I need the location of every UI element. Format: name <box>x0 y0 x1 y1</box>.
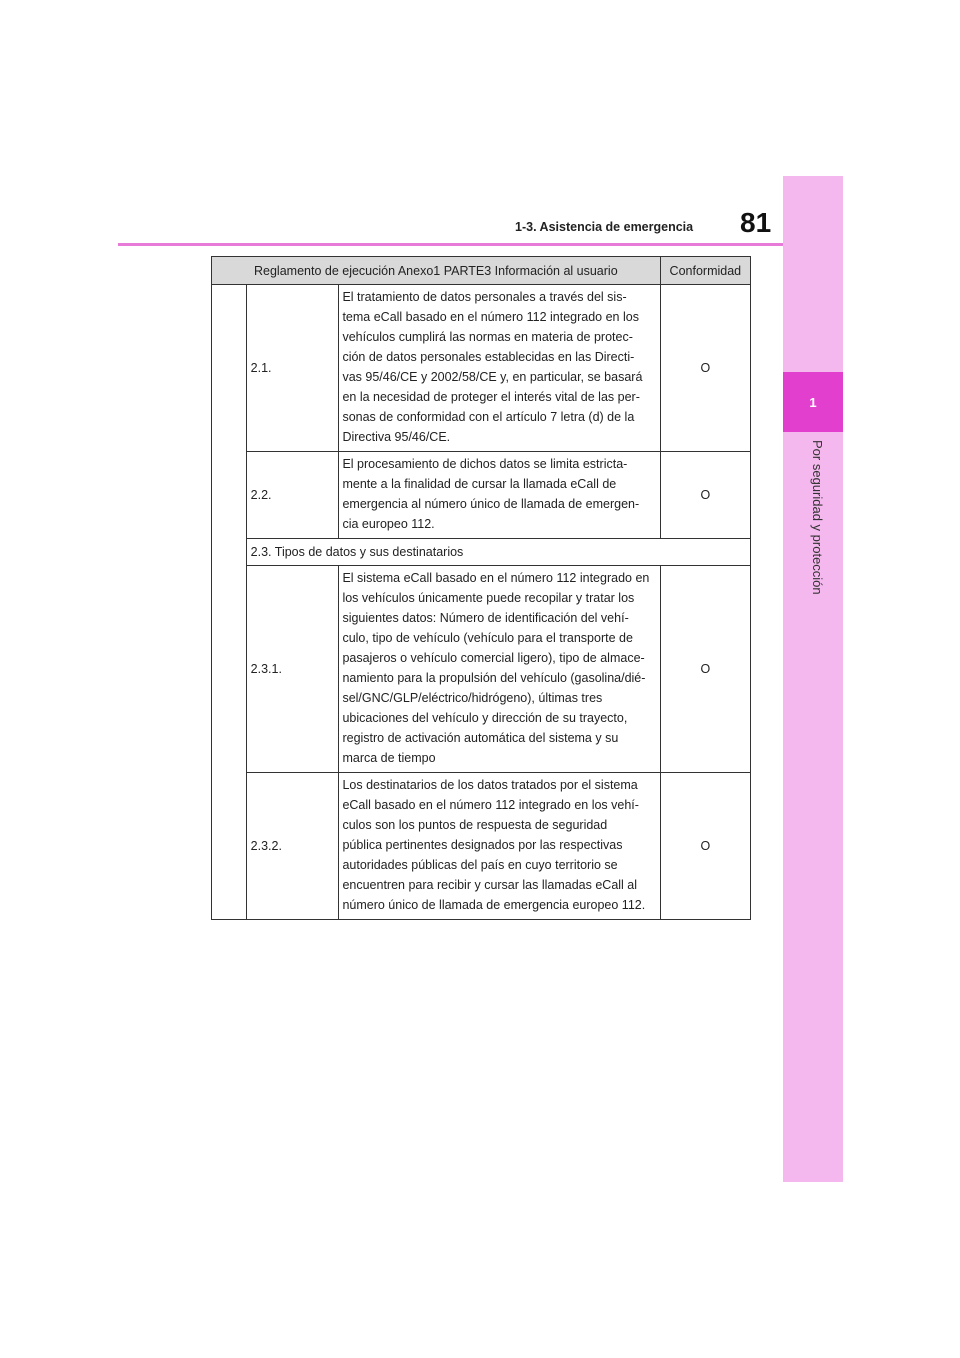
table-row <box>212 773 751 920</box>
text-line: Directiva 95/46/CE. <box>342 430 451 444</box>
text-line: registro de activación automática del sistema y su <box>342 731 619 745</box>
text-line: los vehículos únicamente puede recopilar y tratar los <box>342 591 635 605</box>
row-text <box>339 773 660 920</box>
text-line: siguientes datos: Número de identificación del vehí- <box>342 611 629 625</box>
table-header-regulation: Reglamento de ejecución Anexo1 PARTE3 Información al usuario <box>212 257 661 285</box>
row-conformity: O <box>660 566 750 773</box>
text-line: El sistema eCall basado en el número 112 integrado en <box>342 571 650 585</box>
text-line: marca de tiempo <box>342 751 436 765</box>
text-line: sonas de conformidad con el artículo 7 letra (d) de la <box>342 410 635 424</box>
table-header-conformity: Conformidad <box>660 257 750 285</box>
text-line: número único de llamada de emergencia europeo 112. <box>342 898 646 912</box>
row-number: 2.1. <box>246 285 339 452</box>
text-line: ubicaciones del vehículo y dirección de su trayecto, <box>342 711 628 725</box>
chapter-side-tab <box>783 176 843 1182</box>
text-line: vas 95/46/CE y 2002/58/CE y, en particular, se basará <box>342 370 643 384</box>
table-header-row <box>212 257 751 285</box>
text-line: en la necesidad de proteger el interés vital de las per- <box>342 390 640 404</box>
row-conformity: O <box>660 452 750 539</box>
text-line: namiento para la propulsión del vehículo (gasolina/dié- <box>342 671 646 685</box>
row-text <box>339 285 660 452</box>
regulation-table <box>211 256 751 920</box>
table-row <box>212 285 751 452</box>
text-line: tema eCall basado en el número 112 integrado en los <box>342 310 639 324</box>
text-line: eCall basado en el número 112 integrado en los vehí- <box>342 798 639 812</box>
indent-cell <box>212 285 247 920</box>
text-line: sel/GNC/GLP/eléctrico/hidrógeno), últimas tres <box>342 691 603 705</box>
chapter-label: Por seguridad y protección <box>810 440 825 595</box>
row-number: 2.3.1. <box>246 566 339 773</box>
row-conformity: O <box>660 773 750 920</box>
text-line: pasajeros o vehículo comercial ligero), tipo de almace- <box>342 651 645 665</box>
text-line: El procesamiento de dichos datos se limita estricta- <box>342 457 628 471</box>
table-row <box>212 452 751 539</box>
section-title: 1-3. Asistencia de emergencia <box>515 220 694 234</box>
text-line: culo, tipo de vehículo (vehículo para el transporte de <box>342 631 633 645</box>
text-line: mente a la finalidad de cursar la llamada eCall de <box>342 477 617 491</box>
text-line: cia europeo 112. <box>342 517 435 531</box>
page-number: 81 <box>740 207 772 238</box>
table-row <box>212 566 751 773</box>
text-line: pública pertinentes designados por las respectivas <box>342 838 623 852</box>
text-line: encuentren para recibir y cursar las llamadas eCall al <box>342 878 638 892</box>
table-subheading-row <box>212 539 751 566</box>
row-number: 2.3.2. <box>246 773 339 920</box>
text-line: vehículos cumplirá las normas en materia de protec- <box>342 330 633 344</box>
text-line: autoridades públicas del país en cuyo territorio se <box>342 858 618 872</box>
row-text <box>339 452 660 539</box>
row-text <box>339 566 660 773</box>
text-line: emergencia al número único de llamada de emergen- <box>342 497 640 511</box>
header-divider <box>118 243 783 246</box>
chapter-number: 1 <box>783 372 843 432</box>
text-line: ción de datos personales establecidas en las Directi- <box>342 350 635 364</box>
subheading: 2.3. Tipos de datos y sus destinatarios <box>246 539 750 566</box>
row-conformity: O <box>660 285 750 452</box>
text-line: culos son los puntos de respuesta de seguridad <box>342 818 608 832</box>
row-number: 2.2. <box>246 452 339 539</box>
text-line: El tratamiento de datos personales a través del sis- <box>342 290 627 304</box>
text-line: Los destinatarios de los datos tratados por el sistema <box>342 778 638 792</box>
